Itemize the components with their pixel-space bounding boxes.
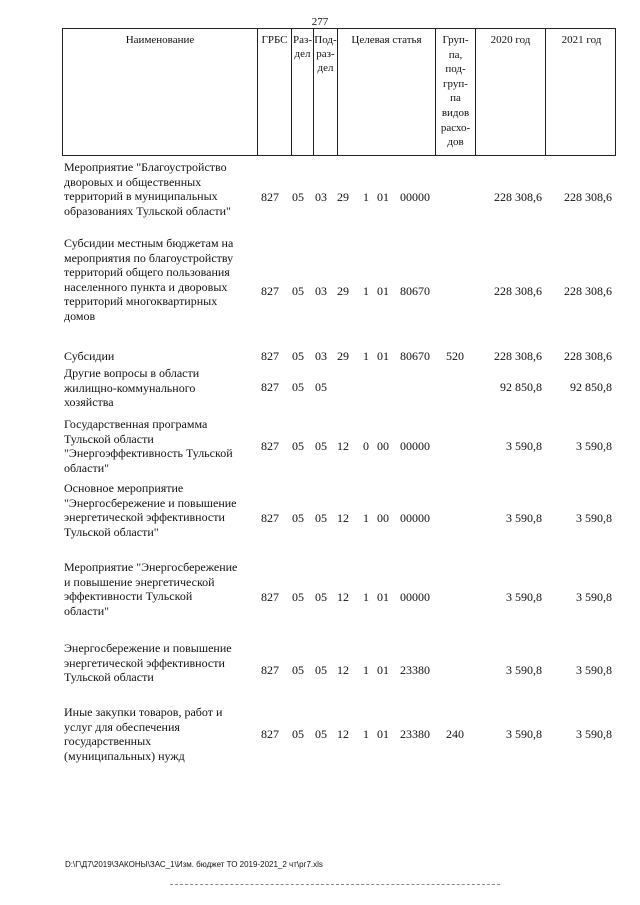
cell-t2: 1	[363, 590, 369, 604]
cell-v2020: 3 590,8	[506, 590, 542, 604]
header-razdel: Раз- дел	[291, 29, 313, 155]
cell-pr: 05	[315, 439, 327, 453]
cell-rz: 05	[292, 349, 304, 363]
cell-t3: 01	[377, 663, 389, 677]
row-name: Другие вопросы в области жилищно-коммунального хозяйства	[64, 366, 200, 410]
cell-pr: 05	[315, 663, 327, 677]
cell-v2021: 3 590,8	[576, 663, 612, 677]
header-group: Груп- па, под- груп- па видов расхо- дов	[435, 29, 475, 155]
cell-t4: 80670	[400, 284, 430, 298]
cell-t4: 00000	[400, 590, 430, 604]
cell-t2: 1	[363, 284, 369, 298]
cell-t2: 0	[363, 439, 369, 453]
cell-grbs: 827	[261, 439, 279, 453]
cell-rz: 05	[292, 511, 304, 525]
cell-v2020: 3 590,8	[506, 511, 542, 525]
cell-t2: 1	[363, 727, 369, 741]
cell-grbs: 827	[261, 727, 279, 741]
cell-v2020: 3 590,8	[506, 727, 542, 741]
cell-t3: 01	[377, 284, 389, 298]
cell-t1: 12	[337, 663, 349, 677]
cell-grbs: 827	[261, 349, 279, 363]
table-header	[62, 28, 616, 156]
cell-v2021: 3 590,8	[576, 511, 612, 525]
header-grbs: ГРБС	[257, 29, 291, 155]
cell-pr: 05	[315, 380, 327, 394]
footer-line	[170, 884, 500, 885]
cell-pr: 03	[315, 190, 327, 204]
row-name: Субсидии местным бюджетам на мероприятия по благоустройству территорий общего пользования населенного пункта и дворовых территорий многоквартирных домов	[64, 236, 234, 323]
cell-grbs: 827	[261, 380, 279, 394]
cell-vr: 240	[446, 727, 464, 741]
row-name: Государственная программа Тульской области "Энергоэффективность Тульской области"	[64, 417, 233, 475]
row-name: Субсидии	[64, 349, 115, 363]
cell-rz: 05	[292, 727, 304, 741]
cell-rz: 05	[292, 663, 304, 677]
cell-t1: 12	[337, 590, 349, 604]
cell-rz: 05	[292, 190, 304, 204]
header-name: Наименование	[125, 34, 195, 46]
cell-t3: 01	[377, 190, 389, 204]
cell-v2021: 92 850,8	[570, 380, 612, 394]
cell-pr: 03	[315, 349, 327, 363]
cell-pr: 05	[315, 511, 327, 525]
cell-v2020: 228 308,6	[494, 190, 542, 204]
cell-v2021: 228 308,6	[564, 349, 612, 363]
cell-t4: 00000	[400, 511, 430, 525]
cell-t4: 00000	[400, 190, 430, 204]
cell-t3: 01	[377, 727, 389, 741]
cell-t4: 23380	[400, 663, 430, 677]
cell-t2: 1	[363, 190, 369, 204]
cell-t1: 12	[337, 439, 349, 453]
cell-rz: 05	[292, 439, 304, 453]
cell-t2: 1	[363, 663, 369, 677]
cell-grbs: 827	[261, 590, 279, 604]
cell-rz: 05	[292, 590, 304, 604]
row-name: Мероприятие "Энергосбережение и повышение энергетической эффективности Тульской области"	[64, 560, 238, 618]
cell-v2020: 92 850,8	[500, 380, 542, 394]
header-2021: 2021 год	[545, 29, 617, 155]
row-name: Мероприятие "Благоустройство дворовых и общественных территорий в муниципальных образованиях Тульской области"	[64, 160, 231, 218]
cell-t1: 29	[337, 349, 349, 363]
cell-v2021: 3 590,8	[576, 439, 612, 453]
cell-t3: 01	[377, 349, 389, 363]
row-name: Основное мероприятие "Энергосбережение и повышение энергетической эффективности Тульской области"	[64, 481, 237, 539]
row-name: Иные закупки товаров, работ и услуг для обеспечения государственных (муниципальных) нужд	[64, 705, 223, 763]
cell-grbs: 827	[261, 190, 279, 204]
cell-t3: 01	[377, 590, 389, 604]
cell-vr: 520	[446, 349, 464, 363]
cell-rz: 05	[292, 380, 304, 394]
header-2020: 2020 год	[475, 29, 545, 155]
cell-t4: 23380	[400, 727, 430, 741]
cell-t3: 00	[377, 439, 389, 453]
cell-t1: 29	[337, 284, 349, 298]
cell-v2020: 3 590,8	[506, 439, 542, 453]
cell-t4: 00000	[400, 439, 430, 453]
cell-t1: 29	[337, 190, 349, 204]
cell-v2020: 3 590,8	[506, 663, 542, 677]
cell-v2021: 228 308,6	[564, 190, 612, 204]
cell-v2021: 228 308,6	[564, 284, 612, 298]
cell-t4: 80670	[400, 349, 430, 363]
file-path-footer: D:\Г\Д7\2019\ЗАКОНЫ\ЗАС_1\Изм. бюджет ТО 2019-2021_2 чт\рг7.xls	[65, 860, 323, 869]
cell-v2020: 228 308,6	[494, 284, 542, 298]
cell-v2021: 3 590,8	[576, 727, 612, 741]
cell-v2021: 3 590,8	[576, 590, 612, 604]
row-name: Энергосбережение и повышение энергетической эффективности Тульской области	[64, 641, 232, 685]
cell-t1: 12	[337, 727, 349, 741]
cell-grbs: 827	[261, 663, 279, 677]
cell-grbs: 827	[261, 284, 279, 298]
cell-grbs: 827	[261, 511, 279, 525]
cell-t2: 1	[363, 349, 369, 363]
cell-pr: 03	[315, 284, 327, 298]
header-target: Целевая статья	[337, 29, 435, 155]
page-number: 277	[311, 16, 329, 28]
cell-v2020: 228 308,6	[494, 349, 542, 363]
cell-rz: 05	[292, 284, 304, 298]
cell-pr: 05	[315, 727, 327, 741]
cell-t2: 1	[363, 511, 369, 525]
cell-t3: 00	[377, 511, 389, 525]
cell-t1: 12	[337, 511, 349, 525]
cell-pr: 05	[315, 590, 327, 604]
header-podrazdel: Под- раз- дел	[313, 29, 337, 155]
